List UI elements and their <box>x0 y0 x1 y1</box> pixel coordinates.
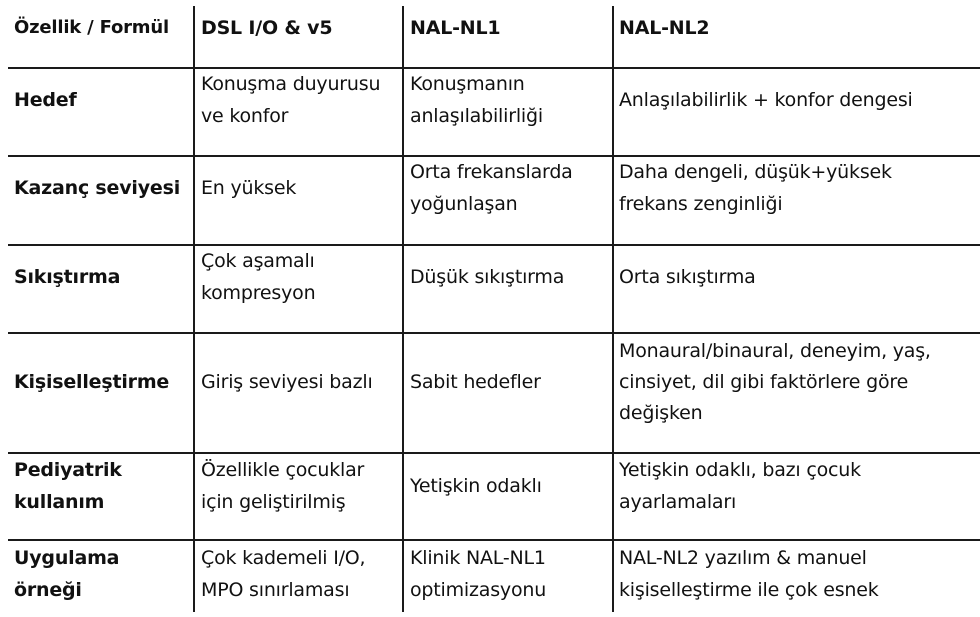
cell-text: Çok kademeli I/O, <box>201 547 366 569</box>
row-label-pediyatrik: Pediyatrik <box>14 459 122 481</box>
cell-text: Giriş seviyesi bazlı <box>201 371 373 393</box>
cell-text: Konuşmanın <box>410 73 525 95</box>
cell-text: yoğunlaşan <box>410 193 518 215</box>
header-dsl: DSL I/O & v5 <box>201 17 333 39</box>
cell-text: Orta frekanslarda <box>410 161 573 183</box>
cell-text: Anlaşılabilirlik + konfor dengesi <box>619 89 913 111</box>
column-divider <box>402 6 404 612</box>
cell-text: optimizasyonu <box>410 579 547 601</box>
cell-text: NAL-NL2 yazılım & manuel <box>619 547 867 569</box>
cell-text: Özellikle çocuklar <box>201 459 365 481</box>
cell-text: Düşük sıkıştırma <box>410 266 565 288</box>
row-label-kazanc: Kazanç seviyesi <box>14 177 181 199</box>
cell-text: anlaşılabilirliği <box>410 105 543 127</box>
cell-text: Orta sıkıştırma <box>619 266 756 288</box>
cell-text: ve konfor <box>201 105 289 127</box>
cell-text: Daha dengeli, düşük+yüksek <box>619 161 892 183</box>
column-divider <box>612 6 614 612</box>
cell-text: Konuşma duyurusu <box>201 73 381 95</box>
cell-text: MPO sınırlaması <box>201 579 350 601</box>
row-divider <box>8 332 980 334</box>
cell-text: değişken <box>619 402 703 424</box>
row-label-kisisellestirme: Kişiselleştirme <box>14 371 170 393</box>
cell-text: Yetişkin odaklı, bazı çocuk <box>619 459 861 481</box>
cell-text: ayarlamaları <box>619 491 737 513</box>
header-nal-nl1: NAL-NL1 <box>410 17 501 39</box>
header-nal-nl2: NAL-NL2 <box>619 17 710 39</box>
cell-text: Monaural/binaural, deneyim, yaş, <box>619 340 931 362</box>
cell-text: kişiselleştirme ile çok esnek <box>619 579 879 601</box>
cell-text: frekans zenginliği <box>619 193 783 215</box>
header-feature: Özellik / Formül <box>14 17 169 38</box>
cell-text: kompresyon <box>201 282 316 304</box>
cell-text: Yetişkin odaklı <box>410 475 542 497</box>
cell-text: Klinik NAL-NL1 <box>410 547 546 569</box>
row-divider <box>8 244 980 246</box>
row-label-hedef: Hedef <box>14 89 77 111</box>
row-label-pediyatrik: kullanım <box>14 491 105 513</box>
cell-text: cinsiyet, dil gibi faktörlere göre <box>619 371 909 393</box>
cell-text: için geliştirilmiş <box>201 491 346 513</box>
row-label-sikistirma: Sıkıştırma <box>14 266 121 288</box>
row-label-uygulama: Uygulama <box>14 547 120 569</box>
cell-text: Sabit hedefler <box>410 371 541 393</box>
cell-text: Çok aşamalı <box>201 250 315 272</box>
column-divider <box>193 6 195 612</box>
row-label-uygulama: örneği <box>14 579 82 601</box>
cell-text: En yüksek <box>201 177 297 199</box>
row-divider <box>8 539 980 541</box>
